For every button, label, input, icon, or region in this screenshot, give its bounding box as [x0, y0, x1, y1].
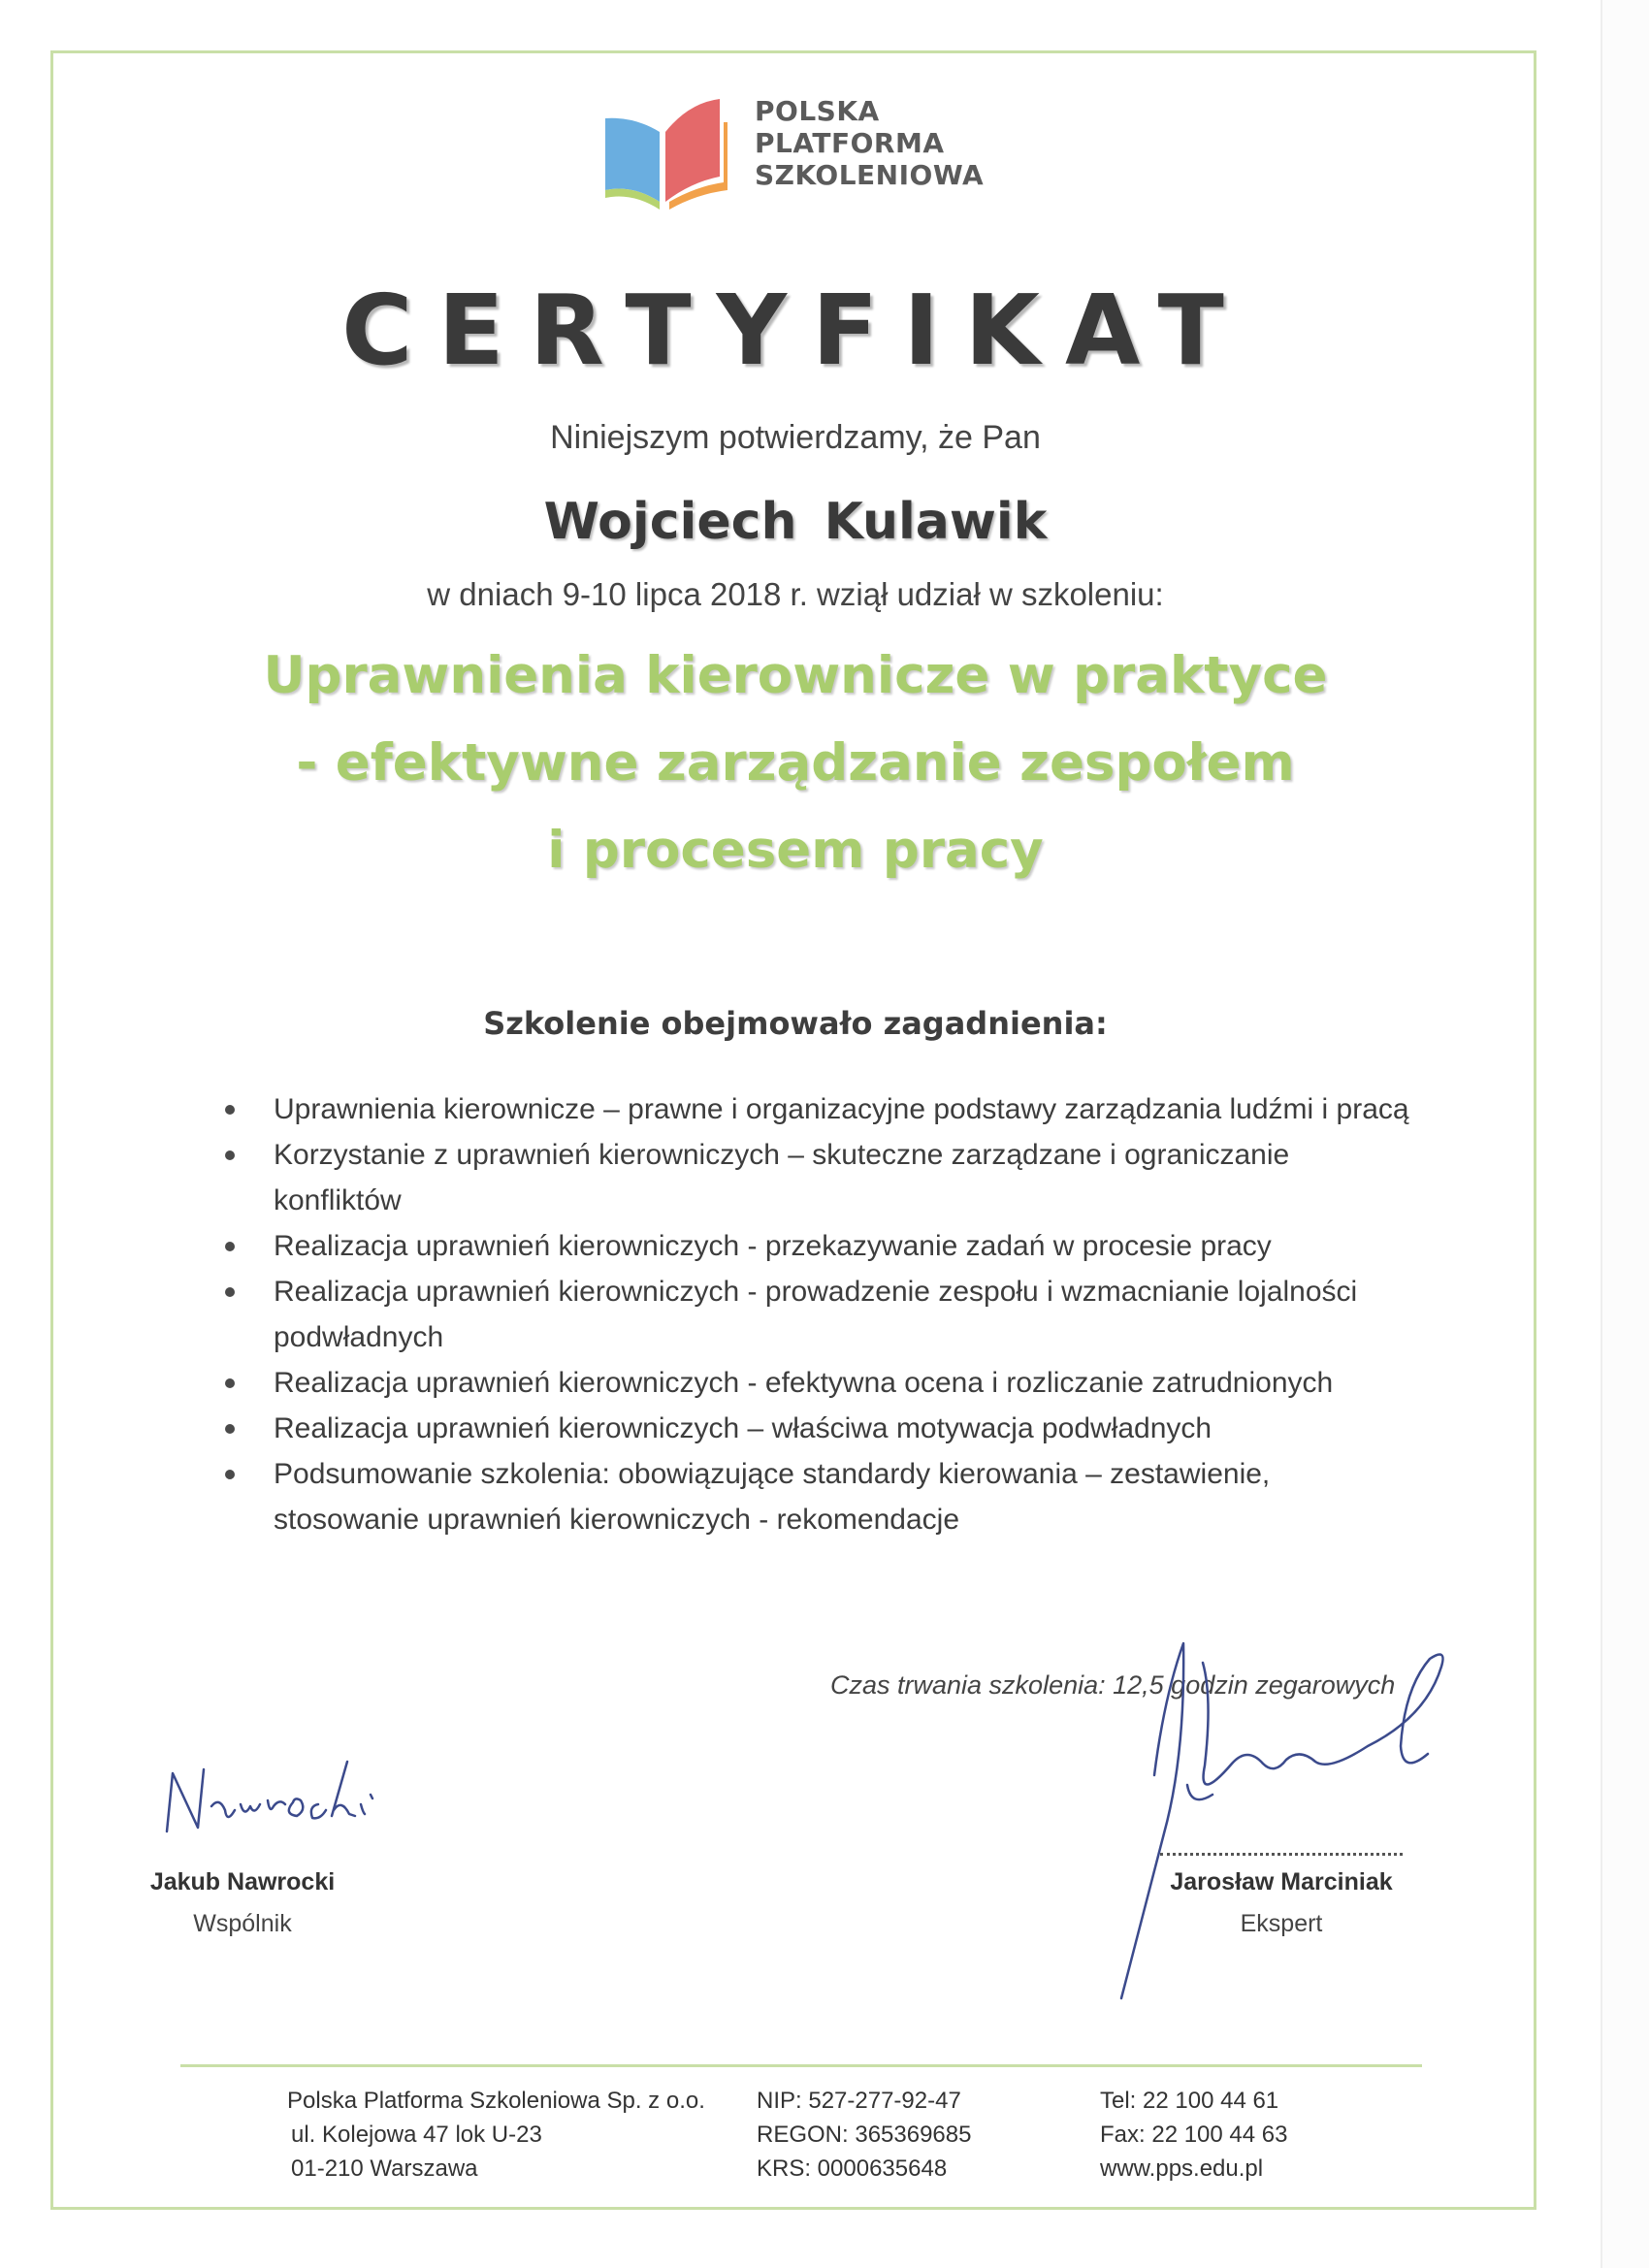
bullet-icon	[225, 1470, 235, 1479]
course-title-line: - efektywne zarządzanie zespołem	[296, 733, 1295, 793]
bullet-icon	[225, 1378, 235, 1388]
topic-text: Realizacja uprawnień kierowniczych - przekazywanie zadań w procesie pracy	[274, 1230, 1272, 1262]
footer-line-text: ul. Kolejowa 47 lok U-23	[291, 2122, 542, 2148]
footer-line-text: NIP: 527-277-92-47	[757, 2088, 961, 2114]
topic-text: Podsumowanie szkolenia: obowiązujące standardy kierowania – zestawienie, stosowanie uprawnień kierowniczych - rekomendacje	[274, 1458, 1271, 1536]
bullet-icon	[225, 1105, 235, 1115]
footer-line-text: REGON: 365369685	[757, 2122, 972, 2148]
footer-line-text: Tel: 22 100 44 61	[1100, 2088, 1279, 2114]
footer-website-link[interactable]: www.pps.edu.pl	[1100, 2155, 1264, 2182]
topic-text: Korzystanie z uprawnień kierowniczych – skuteczne zarządzane i ograniczanie konfliktów	[274, 1139, 1290, 1216]
bullet-icon	[225, 1150, 235, 1160]
topic-item	[219, 1269, 1422, 1360]
course-title-line: Uprawnienia kierownicze w praktyce	[263, 646, 1328, 705]
confirmation-text: Niniejszym potwierdzamy, że Pan	[550, 419, 1041, 456]
signatory-role: Ekspert	[1240, 1910, 1323, 1937]
topic-item	[219, 1086, 1422, 1132]
logo-line: SZKOLENIOWA	[755, 159, 985, 191]
certificate-title: CERTYFIKAT	[341, 274, 1249, 387]
topic-text: Realizacja uprawnień kierowniczych - efektywna ocena i rozliczanie zatrudnionych	[274, 1367, 1334, 1399]
signatory-name: Jarosław Marciniak	[1170, 1868, 1393, 1895]
topic-text: Uprawnienia kierownicze – prawne i organizacyjne podstawy zarządzania ludźmi i pracą	[274, 1093, 1409, 1125]
company-logo	[599, 93, 1007, 210]
bullet-icon	[225, 1287, 235, 1297]
signatory-name: Jakub Nawrocki	[149, 1868, 336, 1895]
topic-item	[219, 1360, 1422, 1406]
topic-item	[219, 1406, 1422, 1451]
logo-line: PLATFORMA	[755, 127, 945, 159]
topic-text: Realizacja uprawnień kierowniczych - prowadzenie zespołu i wzmacnianie lojalności podwładnych	[274, 1276, 1358, 1353]
open-book-icon	[599, 93, 745, 210]
topic-item	[219, 1451, 1422, 1542]
course-title	[0, 632, 1591, 894]
signature-marciniak	[1096, 1639, 1504, 2008]
footer-line-text: Fax: 22 100 44 63	[1100, 2122, 1288, 2148]
training-duration: Czas trwania szkolenia: 12,5 godzin zegarowych	[830, 1670, 1396, 1700]
footer-divider	[180, 2064, 1422, 2067]
footer-company	[287, 2084, 705, 2186]
recipient-name: Wojciech Kulawik	[543, 493, 1048, 551]
bullet-icon	[225, 1242, 235, 1251]
topics-list	[219, 1086, 1422, 1542]
footer-contact	[1100, 2084, 1287, 2186]
logo-line: POLSKA	[755, 95, 880, 127]
training-dates: w dniach 9-10 lipca 2018 r. wziął udział w szkoleniu:	[427, 576, 1164, 612]
footer-line-text: KRS: 0000635648	[757, 2155, 948, 2182]
signatory-role: Wspólnik	[193, 1910, 292, 1937]
topics-heading: Szkolenie obejmowało zagadnienia:	[483, 1005, 1108, 1042]
topic-item	[219, 1223, 1422, 1269]
course-title-line: i procesem pracy	[547, 821, 1044, 880]
footer-line-text: Polska Platforma Szkoleniowa Sp. z o.o.	[287, 2088, 705, 2114]
topic-text: Realizacja uprawnień kierowniczych – właściwa motywacja podwładnych	[274, 1412, 1212, 1444]
bullet-icon	[225, 1424, 235, 1434]
topic-item	[219, 1132, 1422, 1223]
logo-wordmark	[755, 95, 984, 191]
signature-line	[1160, 1853, 1403, 1856]
footer-line-text: 01-210 Warszawa	[291, 2155, 478, 2182]
footer-registry	[757, 2084, 971, 2186]
signature-nawrocki	[155, 1756, 446, 1853]
scan-edge	[1600, 0, 1649, 2268]
signatory-left	[116, 1868, 369, 1938]
signatory-right	[1141, 1868, 1422, 1938]
